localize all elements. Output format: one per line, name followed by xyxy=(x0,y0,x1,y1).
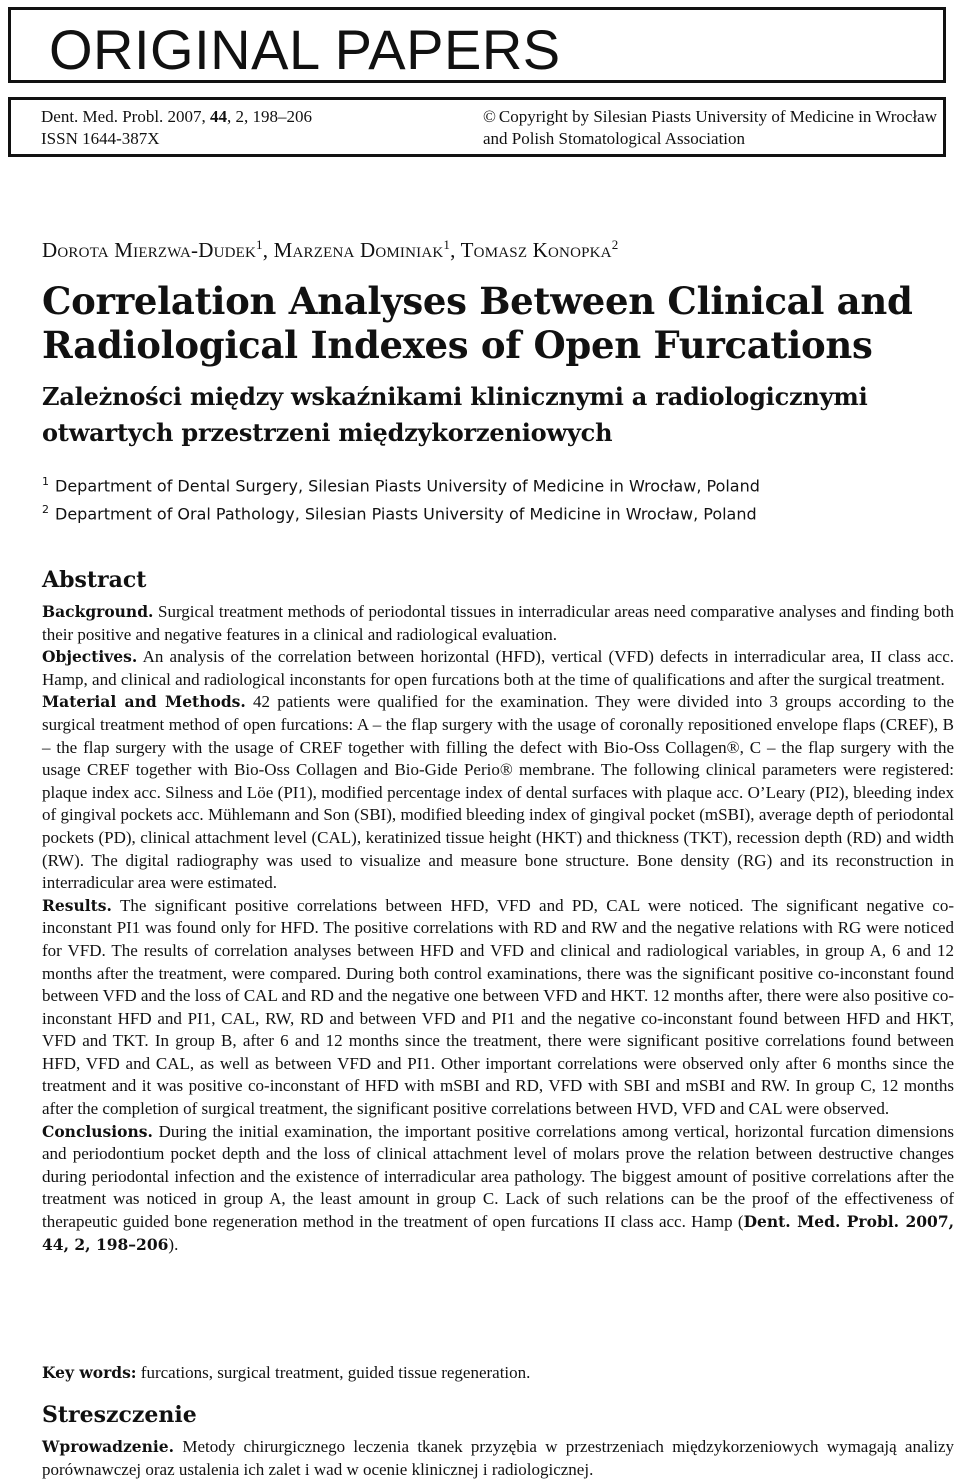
affiliation-item: $^1$ Department of Dental Surgery, Silesian Piasts University of Medicine in Wrocław, Poland xyxy=(42,475,760,496)
journal-issue-pages: 2, 198–206 xyxy=(235,107,313,126)
journal-year: 2007 xyxy=(167,107,202,126)
affiliation-item: $^2$ Department of Oral Pathology, Silesian Piasts University of Medicine in Wrocław, Poland xyxy=(42,503,757,524)
author-affiliation-mark: 1 xyxy=(443,237,451,252)
keywords-text: furcations, surgical treatment, guided tissue regeneration. xyxy=(140,1363,531,1382)
abstract-background: Background. Surgical treatment methods of periodontal tissues in interradicular areas need comparative analyses and finding both their positive and negative features in a clinical and radiological evaluation. xyxy=(42,602,955,644)
author-list: Dorota Mierzwa-Dudek$^1$, Marzena Dominiak$^1$, Tomasz Konopka$^2$ xyxy=(42,237,619,262)
abstract-objectives: Objectives. An analysis of the correlation between horizontal (HFD), vertical (VFD) defects in interradicular area, II class acc. Hamp, and clinical and radiological inconstants for open furcations both at the time of qualifications and after the surgical treatment. xyxy=(42,647,954,689)
article-title: Correlation Analyses Between Clinical and Radiological Indexes of Open Furcations xyxy=(42,279,913,367)
abstract-methods: Material and Methods. 42 patients were qualified for the examination. They were divided into 3 groups according to the surgical treatment method of open furcations: A – the flap surgery with the usage of coronally repositioned envelope flaps (CREF), B – the flap surgery with the usage of CREF together with filling the defect with Bio-Oss Collagen®, C – the flap surgery with the usage CREF together with Bio-Oss Collagen and Bio-Gide Perio® membrane. The following clinical parameters were registered: plaque index acc. Silness and Löe (PI1), modified percentage index of dental surfaces with plaque acc. O’Leary (PI2), bleeding index of gingival pockets acc. Mühlemann and Son (SBI), modified bleeding index of gingival pocket (mSBI), average depth of periodontal pockets (PD), clinical attachment level (CAL), keratinized tissue height (HKT) and thickness (TKT), recession depth (RD) and width (RW). The digital radiography was used to visualize and measure bone structure. Bone density (RG) and its reconstruction in interradicular area were estimated. xyxy=(42,692,955,893)
author-name: Marzena Dominiak xyxy=(273,238,444,262)
streszczenie-heading: Streszczenie xyxy=(42,1402,197,1428)
copyright-notice xyxy=(483,106,937,150)
author-affiliation-mark: 2 xyxy=(611,237,619,252)
journal-info-box xyxy=(8,97,946,157)
abstract-heading: Abstract xyxy=(42,567,147,593)
keywords xyxy=(42,1362,954,1384)
journal-issn: ISSN 1644-387X xyxy=(41,129,160,148)
streszczenie-intro: Wprowadzenie. Metody chirurgicznego leczenia tkanek przyzębia w przestrzeniach międzykorzeniowych wymagają analizy porównawczej oraz ustalenia ich zalet i wad w ocenie klinicznej i radiologicznej. xyxy=(42,1437,954,1479)
author-affiliation-mark: 1 xyxy=(256,237,263,252)
author-name: Tomasz Konopka xyxy=(460,238,612,262)
copyright-icon: © xyxy=(482,107,496,126)
journal-abbrev: Dent. Med. Probl. xyxy=(41,107,164,126)
banner-title: ORIGINAL PAPERS xyxy=(49,18,561,81)
affiliations xyxy=(42,470,760,527)
copyright-line-1: Copyright by Silesian Piasts University of Medicine in Wrocław xyxy=(498,107,937,126)
streszczenie-body xyxy=(42,1436,954,1481)
abstract-results: Results. The significant positive correlations between HFD, VFD and PD, CAL were noticed. The significant negative co-inconstant PI1 was found only for HFD. The positive correlations with RD and RW and the negative relations with RG were noticed for VFD. The results of correlation analyses between HFD and VFD and clinical and radiological variables, in group A, 6 and 12 months after the treatment, were compared. During both control examinations, there was the significant positive co-inconstant found between VFD and the loss of CAL and RD and the negative one between VFD and HKT. 12 months after, there were also positive co-inconstant HFD and PI1, CAL, RW, RD and between VFD and PI1 and the negative co-inconstant found between HFD and HKT, VFD and TKT. In group B, after 6 and 12 months since the treatment, there were significant positive correlations found between HFD, VFD and CAL, as well as between VFD and PI1. Other important correlations were observed only after 6 months since the treatment and it was positive co-inconstant of HFD with mSBI and RD, VFD with SBI and mSBI and RW. In group C, 12 months after the completion of surgical treatment, the significant positive correlations between HVD, VFD and CAL were observed. xyxy=(42,895,954,1119)
abstract-body xyxy=(42,601,954,1256)
journal-volume: 44 xyxy=(210,107,228,126)
abstract-citation: Dent. Med. Probl. 2007, 44, 2, 198–206 xyxy=(42,1212,955,1254)
article-subtitle-polish: Zależności między wskaźnikami klinicznymi a radiologicznymi otwartych przestrzeni międzykorzeniowych xyxy=(42,382,868,447)
abstract-conclusions: Conclusions. During the initial examination, the important positive correlations among vertical, horizontal furcation dimensions and periodontium pocket depth and the loss of clinical attachment level of molars prove the relation between destructive changes during periodontal infection and the existence of interradicular area pathology. The biggest amount of positive correlations after the treatment was noticed in group A, the least amount in group C. Lack of such relations can be the proof of the effectiveness of therapeutic guided bone regeneration method in the treatment of open furcations II class acc. Hamp (Dent. Med. Probl. 2007, 44, 2, 198–206). xyxy=(42,1121,955,1254)
journal-citation: Dent. Med. Probl. 2007, 44, 2, 198–206 ISSN 1644-387X xyxy=(41,107,313,148)
author-name: Dorota Mierzwa-Dudek xyxy=(42,238,257,262)
copyright-line-2: and Polish Stomatological Association xyxy=(482,129,746,148)
keywords-label: Key words: xyxy=(42,1363,137,1382)
section-banner xyxy=(8,7,946,83)
